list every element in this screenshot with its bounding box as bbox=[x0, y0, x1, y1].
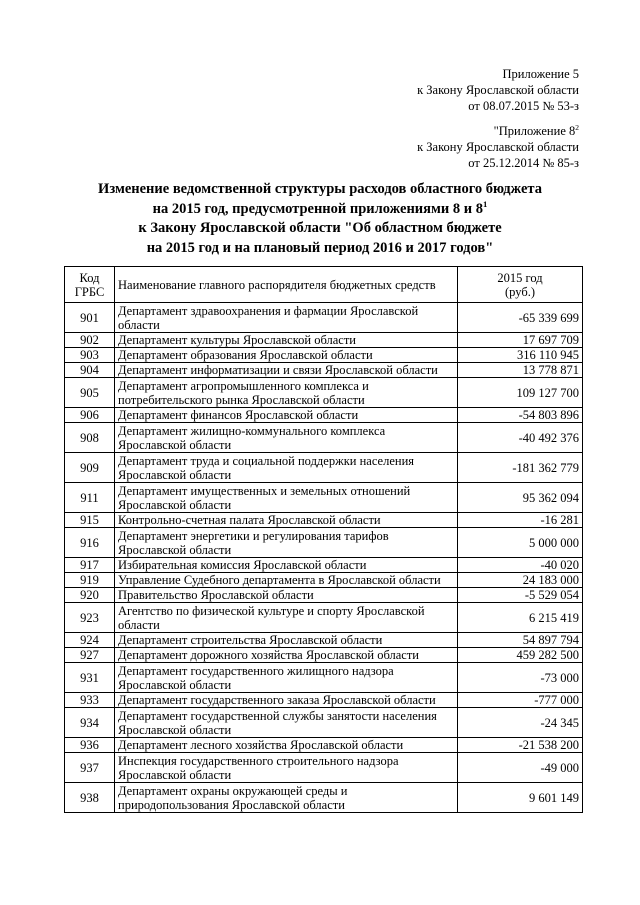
title-line-1: Изменение ведомственной структуры расходов областного бюджета bbox=[98, 181, 542, 197]
row-name: Департамент лесного хозяйства Ярославской области bbox=[115, 738, 458, 753]
row-amount: 54 897 794 bbox=[458, 633, 583, 648]
row-code: 919 bbox=[65, 573, 115, 588]
table-row bbox=[65, 648, 583, 663]
row-code: 920 bbox=[65, 588, 115, 603]
row-amount: 109 127 700 bbox=[458, 378, 583, 408]
table-row bbox=[65, 333, 583, 348]
row-name: Контрольно-счетная палата Ярославской области bbox=[115, 513, 458, 528]
document-title bbox=[60, 180, 580, 258]
annex-5-reference bbox=[417, 66, 579, 114]
row-code: 927 bbox=[65, 648, 115, 663]
table-row bbox=[65, 738, 583, 753]
row-name: Департамент труда и социальной поддержки населения Ярославской области bbox=[115, 453, 458, 483]
row-name: Департамент культуры Ярославской области bbox=[115, 333, 458, 348]
table-row bbox=[65, 483, 583, 513]
row-code: 924 bbox=[65, 633, 115, 648]
row-amount: 24 183 000 bbox=[458, 573, 583, 588]
row-code: 917 bbox=[65, 558, 115, 573]
table-header-row bbox=[65, 267, 583, 303]
row-amount: -54 803 896 bbox=[458, 408, 583, 423]
row-amount: 5 000 000 bbox=[458, 528, 583, 558]
row-name: Департамент здравоохранения и фармации Ярославской области bbox=[115, 303, 458, 333]
annex-8-2-reference bbox=[417, 123, 579, 171]
annex-5-law: к Закону Ярославской области bbox=[417, 83, 579, 97]
table-row bbox=[65, 693, 583, 708]
row-code: 923 bbox=[65, 603, 115, 633]
table-row bbox=[65, 363, 583, 378]
row-name: Департамент государственного жилищного надзора Ярославской области bbox=[115, 663, 458, 693]
table-row bbox=[65, 783, 583, 813]
annex-5-date: от 08.07.2015 № 53-з bbox=[468, 99, 579, 113]
table-row bbox=[65, 753, 583, 783]
row-code: 902 bbox=[65, 333, 115, 348]
row-code: 915 bbox=[65, 513, 115, 528]
row-name: Департамент жилищно-коммунального комплекса Ярославской области bbox=[115, 423, 458, 453]
row-code: 909 bbox=[65, 453, 115, 483]
row-name: Департамент имущественных и земельных отношений Ярославской области bbox=[115, 483, 458, 513]
row-name: Избирательная комиссия Ярославской области bbox=[115, 558, 458, 573]
table-row bbox=[65, 558, 583, 573]
expenditure-table bbox=[64, 266, 583, 813]
row-code: 904 bbox=[65, 363, 115, 378]
table-row bbox=[65, 663, 583, 693]
row-name: Управление Судебного департамента в Ярославской области bbox=[115, 573, 458, 588]
row-name: Департамент дорожного хозяйства Ярославской области bbox=[115, 648, 458, 663]
row-code: 916 bbox=[65, 528, 115, 558]
row-name: Департамент финансов Ярославской области bbox=[115, 408, 458, 423]
row-amount: 95 362 094 bbox=[458, 483, 583, 513]
table-row bbox=[65, 528, 583, 558]
row-code: 933 bbox=[65, 693, 115, 708]
table-row bbox=[65, 303, 583, 333]
header-code: Код ГРБС bbox=[65, 267, 115, 303]
row-amount: -5 529 054 bbox=[458, 588, 583, 603]
row-code: 901 bbox=[65, 303, 115, 333]
title-line-4: на 2015 год и на плановый период 2016 и 2017 годов" bbox=[146, 239, 494, 256]
annex-8-2-date: от 25.12.2014 № 85-з bbox=[468, 156, 579, 170]
row-amount: -65 339 699 bbox=[458, 303, 583, 333]
table-row bbox=[65, 588, 583, 603]
row-name: Департамент охраны окружающей среды и природопользования Ярославской области bbox=[115, 783, 458, 813]
header-name: Наименование главного распорядителя бюджетных средств bbox=[115, 267, 458, 303]
row-amount: -49 000 bbox=[458, 753, 583, 783]
row-name: Департамент энергетики и регулирования тарифов Ярославской области bbox=[115, 528, 458, 558]
row-code: 903 bbox=[65, 348, 115, 363]
header-amount: 2015 год (руб.) bbox=[458, 267, 583, 303]
row-amount: -21 538 200 bbox=[458, 738, 583, 753]
row-name: Департамент агропромышленного комплекса и потребительского рынка Ярославской области bbox=[115, 378, 458, 408]
row-amount: -73 000 bbox=[458, 663, 583, 693]
row-code: 936 bbox=[65, 738, 115, 753]
table-row bbox=[65, 408, 583, 423]
title-line-3: к Закону Ярославской области "Об областном бюджете bbox=[138, 220, 502, 236]
row-amount: -181 362 779 bbox=[458, 453, 583, 483]
table-row bbox=[65, 513, 583, 528]
row-amount: -777 000 bbox=[458, 693, 583, 708]
row-name: Агентство по физической культуре и спорту Ярославской области bbox=[115, 603, 458, 633]
row-name: Департамент образования Ярославской области bbox=[115, 348, 458, 363]
table-row bbox=[65, 423, 583, 453]
row-name: Департамент строительства Ярославской области bbox=[115, 633, 458, 648]
annex-8-2-law: к Закону Ярославской области bbox=[417, 140, 579, 154]
table-row bbox=[65, 453, 583, 483]
table-row bbox=[65, 603, 583, 633]
row-amount: -24 345 bbox=[458, 708, 583, 738]
row-code: 911 bbox=[65, 483, 115, 513]
row-amount: 9 601 149 bbox=[458, 783, 583, 813]
row-amount: -40 020 bbox=[458, 558, 583, 573]
row-name: Департамент информатизации и связи Ярославской области bbox=[115, 363, 458, 378]
row-code: 938 bbox=[65, 783, 115, 813]
row-code: 937 bbox=[65, 753, 115, 783]
table-row bbox=[65, 708, 583, 738]
row-code: 934 bbox=[65, 708, 115, 738]
row-amount: -40 492 376 bbox=[458, 423, 583, 453]
row-amount: 17 697 709 bbox=[458, 333, 583, 348]
row-amount: 316 110 945 bbox=[458, 348, 583, 363]
row-name: Правительство Ярославской области bbox=[115, 588, 458, 603]
row-name: Департамент государственного заказа Ярославской области bbox=[115, 693, 458, 708]
row-name: Департамент государственной службы занятости населения Ярославской области bbox=[115, 708, 458, 738]
table-row bbox=[65, 633, 583, 648]
table-row bbox=[65, 348, 583, 363]
row-code: 905 bbox=[65, 378, 115, 408]
row-amount: 459 282 500 bbox=[458, 648, 583, 663]
row-code: 906 bbox=[65, 408, 115, 423]
row-amount: -16 281 bbox=[458, 513, 583, 528]
row-amount: 6 215 419 bbox=[458, 603, 583, 633]
table-row bbox=[65, 573, 583, 588]
row-code: 931 bbox=[65, 663, 115, 693]
title-line-2: на 2015 год, предусмотренной приложениями 8 и $8^1$ bbox=[152, 198, 488, 217]
annex-5-title: Приложение 5 bbox=[502, 67, 579, 81]
table-row bbox=[65, 378, 583, 408]
row-name: Инспекция государственного строительного надзора Ярославской области bbox=[115, 753, 458, 783]
row-code: 908 bbox=[65, 423, 115, 453]
row-amount: 13 778 871 bbox=[458, 363, 583, 378]
annex-8-2-title: "Приложение $8^2$ bbox=[493, 122, 579, 138]
